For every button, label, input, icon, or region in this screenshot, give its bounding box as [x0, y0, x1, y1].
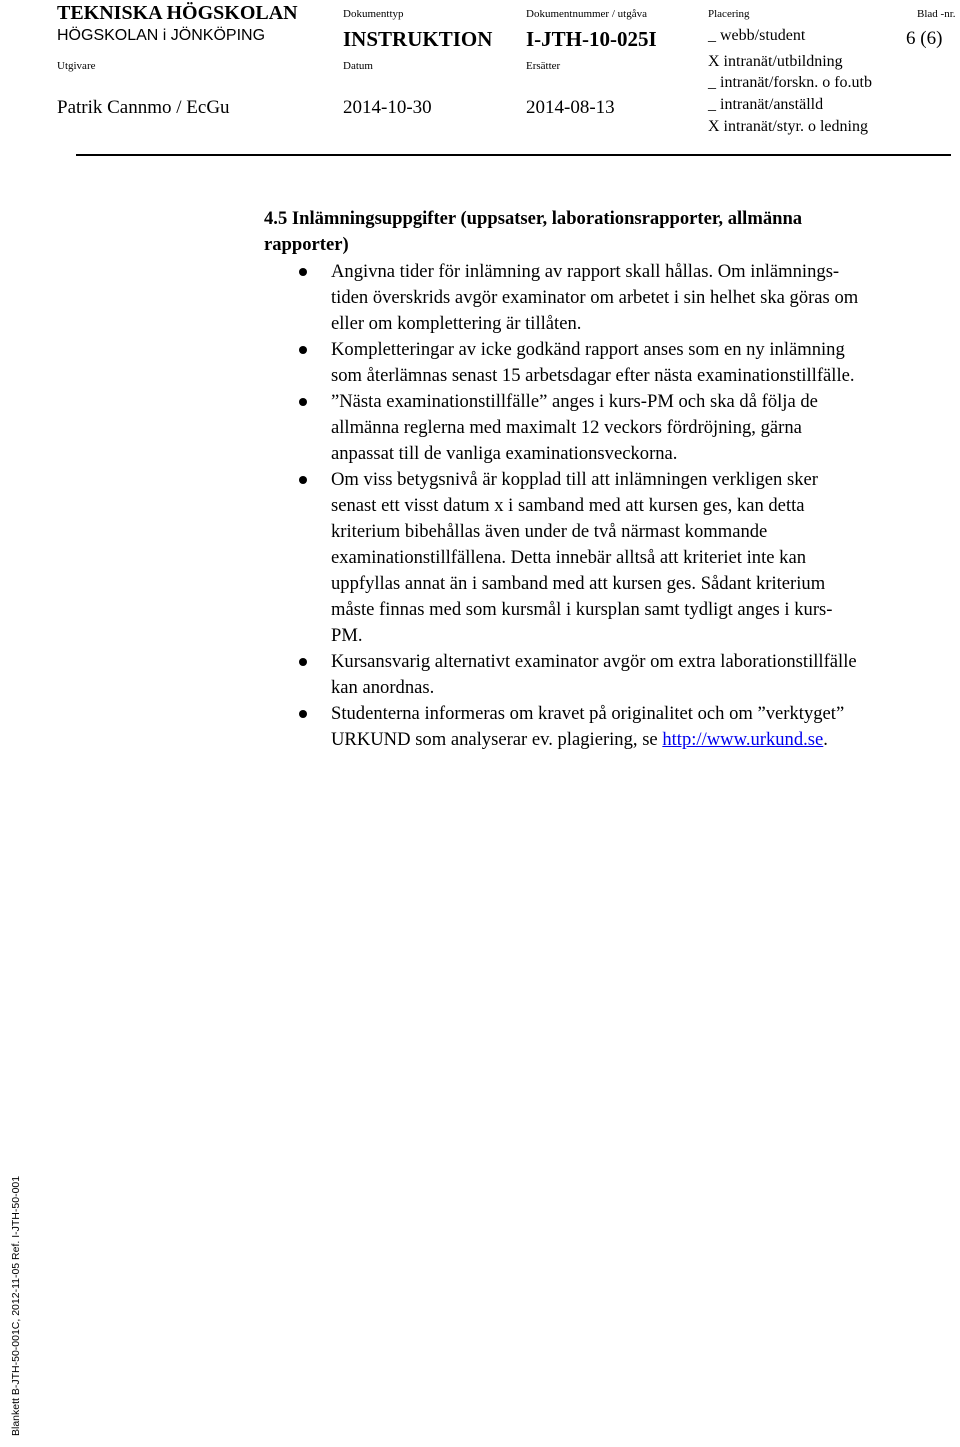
list-item-text: Angivna tider för inlämning av rapport skall hållas. Om inlämnings- tiden överskrids avgör examinator om arbetet i sin helhet ska göras om eller om komplettering är tillåten. [331, 261, 859, 334]
dokumentnummer-label: Dokumentnummer / utgåva [526, 8, 647, 20]
list-item [264, 649, 960, 701]
bullet-list [264, 259, 960, 753]
org-name-line2: HÖGSKOLAN i JÖNKÖPING [57, 27, 266, 44]
placering-option-intranat-anstalld: _ intranät/anställd [708, 96, 824, 113]
dokumentnummer-value: I-JTH-10-025I [526, 27, 657, 51]
list-item-text: ”Nästa examinationstillfälle” anges i kurs-PM och ska då följa de allmänna reglerna med maximalt 12 veckors fördröjning, gärna anpassat till de vanliga examinationsveckorna. [331, 391, 818, 464]
section-content [264, 206, 960, 753]
bullet-icon [299, 346, 307, 354]
bullet-icon [299, 398, 307, 406]
header-divider [76, 154, 951, 156]
org-name-line1: TEKNISKA HÖGSKOLAN [57, 2, 298, 24]
list-item [264, 389, 960, 467]
list-item-text: Kursansvarig alternativt examinator avgör om extra laborationstillfälle kan anordnas. [331, 651, 857, 698]
section-heading: 4.5 Inlämningsuppgifter (uppsatser, laborationsrapporter, allmänna rapporter) [264, 208, 803, 255]
bullet-icon [299, 476, 307, 484]
dokumenttyp-value: INSTRUKTION [343, 27, 493, 51]
placering-option-intranat-utbildning: X intranät/utbildning [708, 53, 843, 70]
placering-option-intranat-styr: X intranät/styr. o ledning [708, 118, 868, 135]
urkund-link[interactable]: http://www.urkund.se [662, 729, 824, 750]
urkund-text: Studenterna informeras om kravet på originalitet och om ”verktyget” URKUND som analyserar ev. plagiering, se [331, 703, 845, 750]
dokumenttyp-label: Dokumenttyp [343, 8, 404, 20]
bullet-icon [299, 268, 307, 276]
list-item [264, 337, 960, 389]
list-item-text: Kompletteringar av icke godkänd rapport anses som en ny inlämning som återlämnas senast 15 arbetsdagar efter nästa examinationstillfälle. [331, 339, 855, 386]
datum-value: 2014-10-30 [343, 97, 432, 118]
placering-option-webb-student: _ webb/student [708, 27, 806, 44]
placering-label: Placering [708, 8, 750, 20]
list-item-text: Om viss betygsnivå är kopplad till att inlämningen verkligen sker senast ett visst datum x i samband med att kursen ges, kan detta kriterium bibehållas även under de två närmast kommande examinationstillfällena. Detta innebär alltså att kriteriet inte kan uppfyllas annat än i samband med att kursen ges. Sådant kriterium måste finnas med som kursmål i kursplan samt tydligt anges i kurs- PM. [331, 469, 833, 646]
urkund-text-tail: . [823, 729, 828, 750]
ersatter-value: 2014-08-13 [526, 97, 615, 118]
list-item [264, 259, 960, 337]
blad-value: 6 (6) [906, 28, 943, 49]
utgivare-label: Utgivare [57, 60, 96, 72]
list-item [264, 467, 960, 649]
list-item-text [331, 701, 960, 753]
bullet-icon [299, 710, 307, 718]
datum-label: Datum [343, 60, 373, 72]
placering-option-intranat-forskn: _ intranät/forskn. o fo.utb [708, 74, 872, 91]
list-item [264, 701, 960, 753]
blad-label: Blad -nr. [917, 8, 956, 20]
form-id-vertical: Blankett B-JTH-50-001C, 2012-11-05 Ref. I-JTH-50-001 [10, 1175, 22, 1436]
utgivare-value: Patrik Cannmo / EcGu [57, 97, 230, 118]
bullet-icon [299, 658, 307, 666]
ersatter-label: Ersätter [526, 60, 561, 72]
